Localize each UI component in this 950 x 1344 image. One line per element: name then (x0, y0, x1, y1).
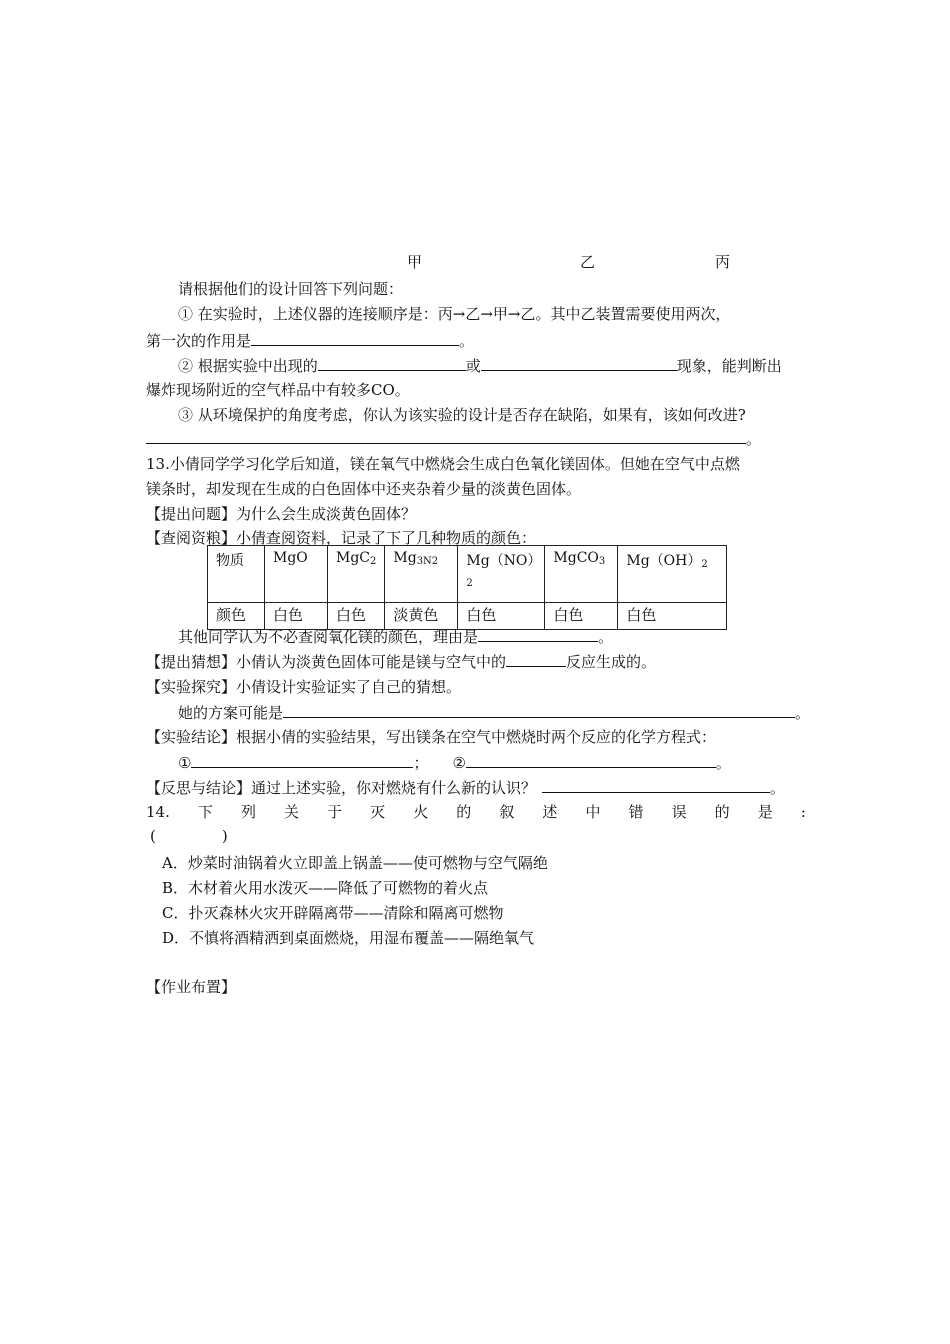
stem-char: 列 (240, 803, 256, 821)
q13-plan-end: 。 (795, 704, 811, 722)
answer-blank-3[interactable] (481, 355, 677, 371)
table-cell: 白色 (265, 603, 328, 630)
q13-reflect (146, 777, 785, 798)
q12-p2-prompt: ② 根据实验中出现的 (178, 357, 318, 375)
label-bing: 丙 (715, 253, 731, 271)
q12-p1-line2 (146, 330, 474, 351)
paren-close: ) (221, 827, 228, 845)
table-cell: 淡黄色 (385, 603, 458, 630)
q14-option-a: A．炒菜时油锅着火立即盖上锅盖——使可燃物与空气隔绝 (162, 854, 548, 872)
q13-reflect-end: 。 (770, 779, 786, 797)
formula-text: MgO (273, 550, 308, 566)
table-cell (545, 546, 618, 603)
formula-subscript: 2 (370, 556, 377, 567)
stem-char: 错 (628, 803, 644, 821)
answer-blank-5[interactable] (478, 626, 598, 642)
q13-guess-b: 反应生成的。 (566, 653, 657, 671)
stem-char: 中 (585, 803, 601, 821)
table-cell: 白色 (618, 603, 727, 630)
q13-guess (146, 651, 656, 672)
q12-p2-line1 (178, 355, 782, 376)
stem-char: 火 (413, 803, 429, 821)
stem-char: 误 (671, 803, 687, 821)
table-cell (385, 546, 458, 603)
stem-char: 14. (146, 803, 170, 821)
q12-p2-end: 现象，能判断出 (676, 357, 782, 375)
table-cell-label: 物质 (208, 546, 265, 603)
table-cell: 白色 (545, 603, 618, 630)
answer-blank-10[interactable] (542, 777, 770, 793)
table-cell (328, 546, 385, 603)
q14-stem (146, 802, 806, 822)
formula-text: Mg（OH） (626, 553, 702, 569)
q13-others-text: 其他同学认为不必查阅氧化镁的颜色，理由是 (178, 628, 479, 646)
table-cell-label: 颜色 (208, 603, 265, 630)
q12-p3-line1: ③ 从环境保护的角度考虑，你认为该实验的设计是否存在缺陷，如果有，该如何改进? (178, 406, 746, 424)
table-row-substance (208, 546, 727, 603)
q12-p1-prompt: 第一次的作用是 (146, 332, 252, 350)
stem-char: 是 (757, 803, 773, 821)
homework-heading: 【作业布置】 (146, 978, 237, 996)
answer-blank-6[interactable] (506, 651, 566, 667)
color-table (207, 545, 727, 630)
answer-blank-1[interactable] (251, 330, 459, 346)
label-yi: 乙 (580, 253, 596, 271)
q13-others-end: 。 (598, 628, 614, 646)
stem-char: 关 (284, 803, 300, 821)
q13-guess-a: 【提出猜想】小倩认为淡黄色固体可能是镁与空气中的 (146, 653, 507, 671)
q13-lookup: 【查阅资粮】小倩查阅资料，记录了下了几种物质的颜色： (146, 529, 537, 547)
q12-p3-line2 (146, 428, 761, 449)
q12-intro: 请根据他们的设计回答下列问题： (178, 280, 404, 298)
formula-subscript: 3N2 (416, 556, 439, 567)
formula-text: MgCO (553, 550, 599, 566)
q13-conclusion: 【实验结论】根据小倩的实验结果，写出镁条在空气中燃烧时两个反应的化学方程式： (146, 728, 717, 746)
stem-char: 于 (327, 803, 343, 821)
q13-equations (178, 752, 731, 773)
q13-line1: 13.小倩同学学习化学后知道，镁在氧气中燃烧会生成白色氧化镁固体。但她在空气中点燃 (146, 455, 740, 473)
q13-plan-text: 她的方案可能是 (178, 704, 284, 722)
q13-reflect-text: 【反思与结论】通过上述实验，你对燃烧有什么新的认识？ (146, 779, 537, 797)
stem-char: 叙 (499, 803, 515, 821)
formula-text: Mg (393, 550, 417, 566)
q14-option-d: D．不慎将酒精洒到桌面燃烧，用湿布覆盖——隔绝氧气 (162, 929, 535, 947)
answer-blank-7[interactable] (283, 702, 795, 718)
q12-p1-line1: ① 在实验时，上述仪器的连接顺序是：丙→乙→甲→乙。其中乙装置需要使用两次， (178, 305, 731, 323)
answer-blank-2[interactable] (318, 355, 466, 371)
formula-subscript: 2 (701, 559, 708, 570)
paren-open: ( (150, 827, 156, 845)
q14-option-c: C．扑灭森林火灾开辟隔离带——清除和隔离可燃物 (162, 904, 504, 922)
q12-p2-or: 或 (465, 357, 481, 375)
q12-p2-line2: 爆炸现场附近的空气样品中有较多CO。 (146, 381, 410, 399)
stem-char: 的 (456, 803, 472, 821)
formula-text: Mg（NO） (466, 553, 542, 569)
q13-explore: 【实验探究】小倩设计实验证实了自己的猜想。 (146, 678, 462, 696)
q12-p3-end: 。 (746, 430, 762, 448)
table-cell (265, 546, 328, 603)
q14-answer-paren (150, 826, 228, 846)
answer-blank-9[interactable] (466, 752, 716, 768)
stem-char: 灭 (370, 803, 386, 821)
eq-separator: ； (413, 754, 429, 772)
table-cell (458, 546, 545, 603)
formula-text: MgC (336, 550, 371, 566)
formula-subscript: 3 (598, 556, 606, 567)
eq-end: 。 (715, 754, 731, 772)
answer-blank-8[interactable] (191, 752, 413, 768)
formula-subscript: 2 (466, 578, 473, 589)
table-cell: 白色 (458, 603, 545, 630)
eq1-marker: ① (178, 754, 192, 772)
q13-plan (178, 702, 810, 723)
stem-char: : (800, 803, 806, 821)
q13-others (178, 626, 613, 647)
label-jia: 甲 (407, 253, 423, 271)
eq2-marker: ② (452, 754, 466, 772)
answer-blank-4[interactable] (146, 428, 746, 444)
stem-char: 述 (542, 803, 558, 821)
table-cell: 白色 (328, 603, 385, 630)
stem-char: 的 (714, 803, 730, 821)
q13-question: 【提出问题】为什么会生成淡黄色固体？ (146, 505, 417, 523)
table-cell (618, 546, 727, 603)
stem-char: 下 (197, 803, 213, 821)
q13-line2: 镁条时，却发现在生成的白色固体中还夹杂着少量的淡黄色固体。 (146, 480, 582, 498)
q12-p1-end: 。 (459, 332, 475, 350)
q14-option-b: B．木材着火用水泼灭——降低了可燃物的着火点 (162, 879, 489, 897)
